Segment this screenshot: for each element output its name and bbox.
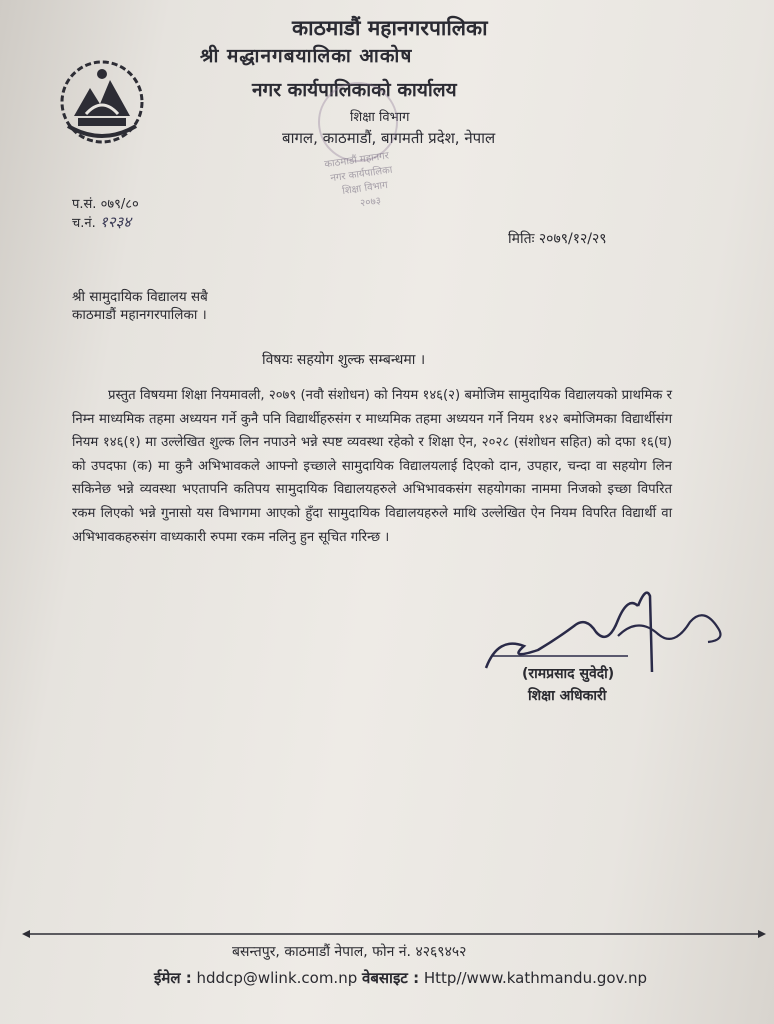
addressee-line: काठमाडौं महानगरपालिका ।	[72, 307, 207, 323]
signature-icon	[478, 576, 738, 676]
stamp-line: शिक्षा विभाग	[341, 179, 389, 198]
nepal-emblem-icon	[56, 56, 148, 148]
footer-divider	[22, 930, 766, 938]
letter-date	[508, 229, 607, 248]
website-label: वेबसाइट :	[362, 969, 420, 987]
email-label: ईमेल :	[154, 969, 192, 987]
stamp-line: २०७३	[359, 195, 382, 210]
reference-label: प.सं.	[72, 197, 97, 212]
letter-subject: विषयः सहयोग शुल्क सम्बन्धमा ।	[262, 352, 426, 368]
dispatch-number	[72, 212, 131, 232]
letterhead-subtitle: श्री मद्धानगबयालिका आकोष	[200, 45, 413, 67]
email-link[interactable]: hddcp@wlink.com.np	[196, 969, 358, 987]
reference-number	[72, 194, 139, 212]
footer-address: बसन्तपुर, काठमाडौं नेपाल, फोन नं. ४२६९४५२	[232, 944, 467, 960]
letterhead-office: नगर कार्यपालिकाको कार्यालय	[252, 79, 457, 101]
dispatch-value: १२३४	[99, 213, 132, 231]
footer-contact	[154, 968, 647, 988]
date-value: २०७९/१२/२९	[538, 231, 607, 247]
letterhead-address: बागल, काठमाडौं, बागमती प्रदेश, नेपाल	[282, 129, 496, 147]
signatory-title: शिक्षा अधिकारी	[528, 688, 607, 704]
letterhead-title: काठमाडौं महानगरपालिका	[292, 16, 488, 40]
reference-value: ०७९/८०	[100, 197, 139, 212]
date-label: मितिः	[508, 231, 535, 247]
signatory-name: (रामप्रसाद सुवेदी)	[522, 666, 615, 682]
letterhead-department: शिक्षा विभाग	[350, 110, 410, 125]
addressee-line: श्री सामुदायिक विद्यालय सबै	[72, 289, 208, 305]
letter-body: प्रस्तुत विषयमा शिक्षा नियमावली, २०७९ (नवौ संशोधन) को नियम १४६(२) बमोजिम सामुदायिक विद्यालयको प्राथमिक र निम्न माध्यमिक तहमा अध्ययन गर्ने कुनै पनि विद्यार्थीहरुसंग र माध्यमिक तहमा अध्ययन गर्ने नियम १४२ बमोजिमका विद्यार्थीसंग नियम १४६(१) मा उल्लेखित शुल्क लिन नपाउने भन्ने स्पष्ट व्यवस्था रहेको र शिक्षा ऐन, २०२८ (संशोधन सहित) को दफा १६(घ) को उपदफा (क) मा कुनै अभिभावकले आफ्नो इच्छाले सामुदायिक विद्यालयलाई दिएको दान, उपहार, चन्दा वा सहयोग लिन सकिनेछ भन्ने व्यवस्था भएतापनि कतिपय सामुदायिक विद्यालयहरुले अभिभावकसंग सहयोगका नाममा निजको इच्छा विपरित रकम लिएको भन्ने गुनासो यस विभागमा आएको हुँदा सामुदायिक विद्यालयहरुले माथि उल्लेखित ऐन नियम विपरित विद्यार्थी वा अभिभावकहरुसंग वाध्यकारी रुपमा रकम नलिनु हुन सूचित गरिन्छ ।	[72, 388, 672, 545]
website-link[interactable]: Http//www.kathmandu.gov.np	[423, 969, 648, 987]
stamp-line: काठमाडौं महानगर	[323, 150, 390, 171]
stamp-line: नगर कार्यपालिका	[329, 164, 394, 185]
dispatch-label: च.नं.	[72, 216, 96, 231]
